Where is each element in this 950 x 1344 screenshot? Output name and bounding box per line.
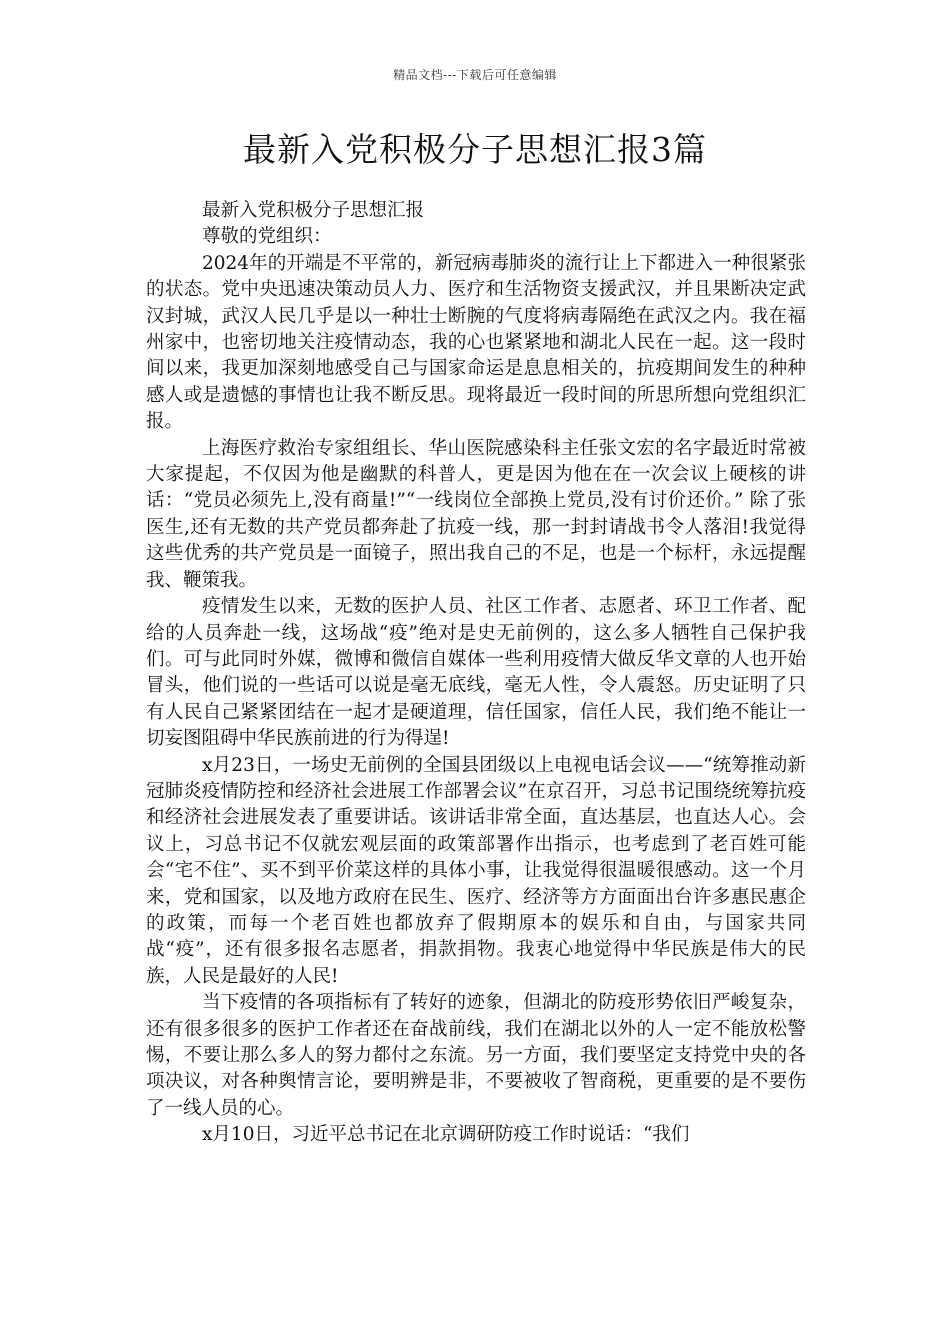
paragraph: 上海医疗救治专家组组长、华山医院感染科主任张文宏的名字最近时常被大家提起，不仅因为他是幽默的科普人，更是因为他在在一次会议上硬核的讲话：“党员必须先上,没有商量!”“一线岗位全部换上党员,没有讨价还价。” 除了张医生,还有无数的共产党员都奔赴了抗疫一线，那一封封请战书令人落泪!我觉得这些优秀的共产党员是一面镜子，照出我自己的不足，也是一个标杆，永远提醒我、鞭策我。	[146, 437, 806, 591]
document-title: 最新入党积极分子思想汇报3篇	[243, 130, 707, 169]
paragraph: 2024年的开端是不平常的，新冠病毒肺炎的流行让上下都进入一种很紧张的状态。党中央迅速决策动员人力、医疗和生活物资支援武汉，并且果断决定武汉封城，武汉人民几乎是以一种壮士断腕的气度将病毒隔绝在武汉之内。我在福州家中，也密切地关注疫情动态，我的心也紧紧地和湖北人民在一起。这一段时间以来，我更加深刻地感受自己与国家命运是息息相关的，抗疫期间发生的种种感人或是遗憾的事情也让我不断反思。现将最近一段时间的所思所想向党组织汇报。	[146, 252, 806, 433]
document-body	[146, 198, 806, 1149]
header-note: 精品文档---下载后可任意编辑	[393, 68, 557, 82]
salutation: 尊敬的党组织：	[202, 226, 332, 248]
paragraph: 疫情发生以来，无数的医护人员、社区工作者、志愿者、环卫工作者、配给的人员奔赴一线，这场战“疫”绝对是史无前例的，这么多人牺牲自己保护我们。可与此同时外媒，微博和微信自媒体一些利用疫情大做反华文章的人也开始冒头，他们说的一些话可以说是毫无底线，毫无人性，令人震怒。历史证明了只有人民自己紧紧团结在一起才是硬道理，信任国家，信任人民，我们绝不能让一切妄图阻碍中华民族前进的行为得逞!	[146, 596, 806, 750]
paragraph: x月10日，习近平总书记在北京调研防疫工作时说话：“我们	[202, 1124, 690, 1146]
paragraph: 当下疫情的各项指标有了转好的迹象，但湖北的防疫形势依旧严峻复杂，还有很多很多的医护工作者还在奋战前线，我们在湖北以外的人一定不能放松警惕，不要让那么多人的努力都付之东流。另一方面，我们要坚定支持党中央的各项决议，对各种舆情言论，要明辨是非，不要被收了智商税，更重要的是不要伤了一线人员的心。	[146, 992, 806, 1119]
paragraph: x月23日，一场史无前例的全国县团级以上电视电话会议——“统筹推动新冠肺炎疫情防控和经济社会进展工作部署会议”在京召开，习总书记围绕统筹抗疫和经济社会进展发表了重要讲话。该讲话非常全面，直达基层，也直达人心。会议上，习总书记不仅就宏观层面的政策部署作出指示，也考虑到了老百姓可能会“宅不住”、买不到平价菜这样的具体小事，让我觉得很温暖很感动。这一个月来，党和国家，以及地方政府在民生、医疗、经济等方方面面出台许多惠民惠企的政策，而每一个老百姓也都放弃了假期原本的娱乐和自由，与国家共同战“疫”，还有很多报名志愿者，捐款捐物。我衷心地觉得中华民族是伟大的民族，人民是最好的人民!	[146, 754, 806, 987]
document-subtitle: 最新入党积极分子思想汇报	[202, 200, 425, 221]
